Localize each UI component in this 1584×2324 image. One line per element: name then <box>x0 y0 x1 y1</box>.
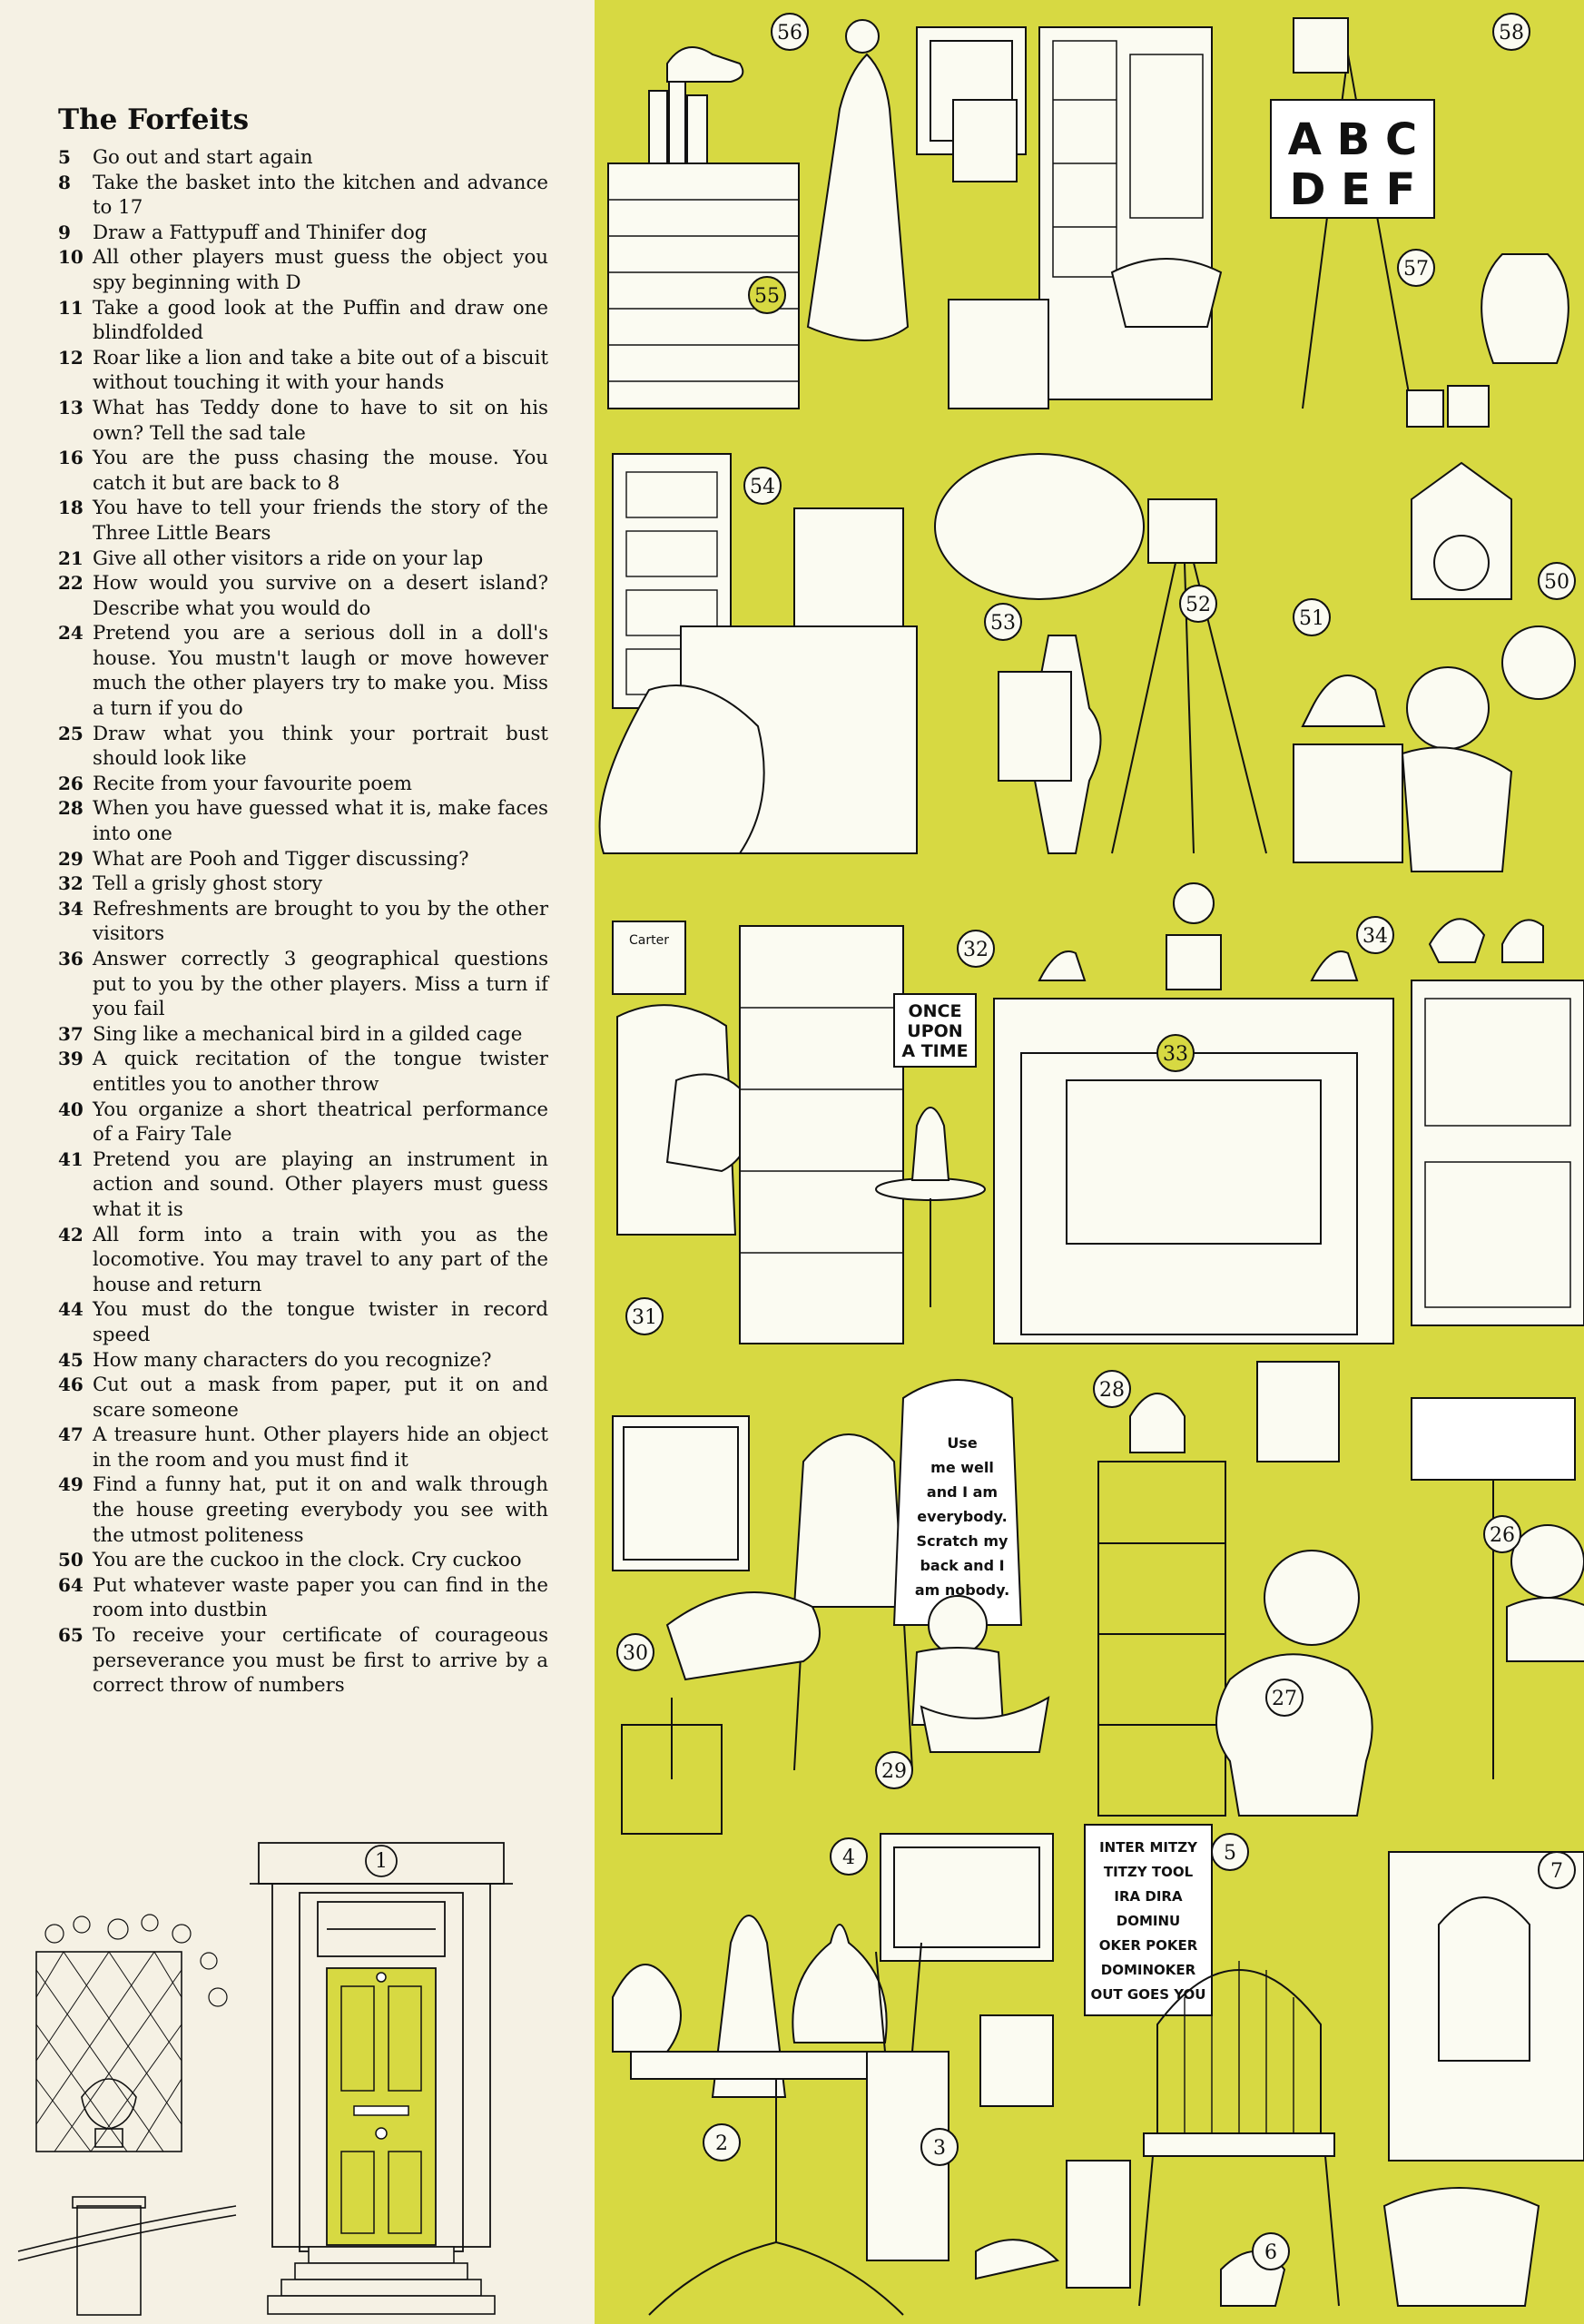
forfeit-item <box>58 245 548 295</box>
forfeit-number: 46 <box>58 1374 84 1396</box>
regency-lady-figure <box>808 54 908 340</box>
forfeit-text: Go out and start again <box>93 146 313 169</box>
alphabet-easel <box>1271 54 1434 409</box>
forfeit-number: 41 <box>58 1147 84 1170</box>
forfeit-number: 42 <box>58 1223 84 1246</box>
forfeit-text: How would you survive on a desert island? Describe what you would do <box>93 572 548 620</box>
story-sign-line3: A TIME <box>901 1041 969 1061</box>
forfeit-number: 50 <box>58 1549 84 1571</box>
forfeit-item <box>58 772 548 797</box>
forfeit-number: 18 <box>58 497 84 519</box>
square-number: 27 <box>1272 1688 1297 1710</box>
forfeit-item <box>58 1223 548 1298</box>
cat-picture-label: Carter <box>629 933 669 948</box>
forfeit-item <box>58 621 548 721</box>
forfeit-number: 25 <box>58 722 84 744</box>
forfeit-number: 8 <box>58 171 71 193</box>
forfeit-number: 12 <box>58 346 84 369</box>
square-6-marker <box>1253 2233 1289 2270</box>
forfeit-item <box>58 1022 548 1048</box>
forfeit-item <box>58 796 548 846</box>
forfeit-text: A treasure hunt. Other players hide an object in the room and you must find it <box>93 1423 548 1472</box>
forfeit-text: Draw what you think your portrait bust should look like <box>93 722 548 771</box>
forfeits-column <box>0 0 595 2324</box>
square-number: 3 <box>933 2137 946 2160</box>
forfeit-text: Find a funny hat, put it on and walk through the house greeting everybody you see with the utmost politeness <box>93 1473 548 1547</box>
square-number: 6 <box>1264 2241 1277 2264</box>
square-number: 55 <box>754 285 780 308</box>
pig-picture <box>953 100 1017 182</box>
square-56-marker <box>772 14 808 50</box>
square-34-marker <box>1357 917 1393 953</box>
square-53-marker <box>985 604 1021 640</box>
forfeit-item <box>58 1423 548 1472</box>
forfeit-item <box>58 947 548 1022</box>
forfeit-text: When you have guessed what it is, make faces into one <box>93 797 548 846</box>
forfeit-item <box>58 1573 548 1623</box>
forfeit-item <box>58 1548 548 1573</box>
sign-line: Scratch my <box>916 1532 1008 1550</box>
forfeit-item <box>58 346 548 396</box>
sign-line: TITZY TOOL <box>1103 1864 1194 1880</box>
story-sign-line1: ONCE <box>908 1001 962 1021</box>
square-3-marker <box>921 2129 958 2165</box>
forfeit-text: All other players must guess the object you spy beginning with D <box>93 246 548 294</box>
teddy-bear <box>929 1596 987 1654</box>
forfeit-number: 40 <box>58 1098 84 1120</box>
forfeit-list <box>58 145 548 1699</box>
forfeit-item <box>58 221 548 246</box>
forfeit-text: Cut out a mask from paper, put it on and scare someone <box>93 1374 548 1422</box>
forfeit-number: 65 <box>58 1624 84 1647</box>
small-portrait <box>980 2015 1053 2106</box>
open-book <box>1412 1398 1575 1480</box>
square-number: 57 <box>1403 258 1429 281</box>
forfeit-text: What has Teddy done to have to sit on his own? Tell the sad tale <box>93 396 548 445</box>
forfeit-number: 29 <box>58 847 84 870</box>
sign-line: everybody. <box>917 1508 1008 1525</box>
forfeit-text: To receive your certificate of courageous perseverance you must be first to arrive by a correct throw of numbers <box>93 1624 548 1698</box>
dog-figure <box>667 1074 751 1171</box>
forfeit-number: 32 <box>58 872 84 895</box>
square-51-marker <box>1294 599 1330 635</box>
forfeit-text: Pretend you are a serious doll in a doll's house. You mustn't laugh or move however much the other players try to make you. Miss a turn if you do <box>93 622 548 721</box>
sign-line: OKER POKER <box>1098 1937 1198 1954</box>
forfeit-item <box>58 897 548 947</box>
forfeit-text: What are Pooh and Tigger discussing? <box>93 847 469 871</box>
cat-picture <box>613 921 685 994</box>
forfeit-text: Refreshments are brought to you by the other visitors <box>93 897 548 946</box>
forfeit-item <box>58 171 548 221</box>
square-number: 51 <box>1299 607 1324 630</box>
square-number: 52 <box>1186 594 1211 616</box>
sign-line: IRA DIRA <box>1114 1888 1183 1905</box>
forfeit-text: Sing like a mechanical bird in a gilded cage <box>93 1022 523 1046</box>
forfeit-number: 44 <box>58 1298 84 1321</box>
decanter <box>792 1925 886 2043</box>
forfeit-item <box>58 722 548 772</box>
horseman-picture <box>613 1416 749 1571</box>
square-52-marker <box>1180 586 1216 622</box>
square-54-marker <box>744 468 781 504</box>
forfeit-text: How many characters do you recognize? <box>93 1348 492 1372</box>
forfeit-text: You organize a short theatrical performance of a Fairy Tale <box>93 1098 548 1147</box>
square-number: 7 <box>1550 1860 1563 1883</box>
square-number: 58 <box>1499 22 1524 44</box>
forfeit-text: You are the puss chasing the mouse. You catch it but are back to 8 <box>93 447 548 495</box>
forfeit-number: 11 <box>58 296 84 319</box>
sign-line: Use <box>947 1434 978 1452</box>
square-number: 50 <box>1544 571 1569 594</box>
forfeit-number: 10 <box>58 246 84 269</box>
square-5-marker <box>1212 1834 1248 1870</box>
forfeit-item <box>58 1297 548 1347</box>
alphabet-sign-line1: A B C <box>1287 114 1418 165</box>
forfeit-item <box>58 145 548 171</box>
sign-line: and I am <box>926 1483 999 1501</box>
forfeit-text: Put whatever waste paper you can find in the room into dustbin <box>93 1573 548 1622</box>
square-2-marker <box>703 2124 740 2161</box>
doll <box>1407 667 1489 749</box>
portrait-bust <box>1511 1525 1584 1598</box>
forfeit-number: 28 <box>58 797 84 820</box>
forfeit-number: 37 <box>58 1022 84 1045</box>
forfeit-text: Pretend you are playing an instrument in action and sound. Other players must guess what it is <box>93 1147 548 1221</box>
sign-line: DOMINOKER <box>1100 1962 1196 1978</box>
forfeit-item <box>58 571 548 621</box>
square-26-marker <box>1484 1516 1520 1552</box>
square-number: 54 <box>750 476 775 498</box>
square-number: 53 <box>990 612 1016 635</box>
forfeit-item <box>58 296 548 346</box>
square-27-marker <box>1266 1679 1303 1716</box>
forfeit-number: 5 <box>58 146 71 168</box>
forfeit-text: Give all other visitors a ride on your lap <box>93 547 484 570</box>
forfeit-item <box>58 1098 548 1147</box>
forfeit-item <box>58 1147 548 1223</box>
forfeit-item <box>58 872 548 897</box>
forfeit-number: 16 <box>58 447 84 469</box>
basket <box>1112 259 1221 327</box>
silhouette-frame <box>1257 1362 1339 1462</box>
story-sign-line2: UPON <box>907 1021 963 1041</box>
square-1-number: 1 <box>375 1850 388 1873</box>
square-number: 34 <box>1363 925 1388 948</box>
forfeit-text: A quick recitation of the tongue twister entitles you to another throw <box>93 1048 548 1096</box>
forfeit-item <box>58 1047 548 1097</box>
book-pile <box>1067 2161 1130 2288</box>
mantel-clock <box>1294 744 1402 862</box>
forfeit-text: You have to tell your friends the story of the Three Little Bears <box>93 497 548 545</box>
camera <box>1148 499 1216 563</box>
bookcase-row1 <box>1039 27 1212 399</box>
front-door-illustration <box>0 1825 595 2324</box>
forfeit-item <box>58 1623 548 1699</box>
square-28-marker <box>1094 1371 1130 1407</box>
square-4-marker <box>831 1838 867 1875</box>
forfeit-number: 34 <box>58 897 84 920</box>
forfeit-item <box>58 847 548 872</box>
lion-figure <box>600 685 764 853</box>
square-number: 32 <box>963 939 989 961</box>
sign-line: INTER MITZY <box>1099 1839 1197 1856</box>
forfeit-item <box>58 1373 548 1423</box>
square-number: 29 <box>881 1760 907 1783</box>
sign-line: back and I <box>920 1557 1005 1574</box>
forfeit-text: Draw a Fattypuff and Thinifer dog <box>93 221 428 244</box>
sign-line: am nobody. <box>914 1581 1010 1599</box>
sign-line: OUT GOES YOU <box>1090 1986 1206 2003</box>
forfeit-text: You are the cuckoo in the clock. Cry cuckoo <box>93 1549 522 1572</box>
forfeit-number: 26 <box>58 772 84 794</box>
forfeit-item <box>58 1348 548 1374</box>
forfeit-number: 39 <box>58 1048 84 1070</box>
square-7-marker <box>1539 1852 1575 1888</box>
illustration-drawing <box>595 0 1584 2324</box>
house-illustration-panel <box>595 0 1584 2324</box>
oval-painting <box>935 454 1144 599</box>
square-number: 5 <box>1224 1842 1236 1865</box>
square-number: 30 <box>623 1642 648 1665</box>
sign-line: me well <box>930 1459 994 1476</box>
forfeit-number: 47 <box>58 1423 84 1446</box>
square-number: 56 <box>777 22 802 44</box>
forfeit-number: 13 <box>58 396 84 419</box>
forfeit-text: Answer correctly 3 geographical questions put to you by the other players. Miss a turn if you fail <box>93 948 548 1021</box>
square-29-marker <box>876 1752 912 1788</box>
square-number: 2 <box>715 2132 728 2155</box>
forfeit-item <box>58 446 548 496</box>
forfeit-item <box>58 1472 548 1548</box>
display-cabinet <box>1412 980 1584 1325</box>
square-number: 4 <box>842 1846 855 1869</box>
square-number: 33 <box>1163 1043 1188 1066</box>
square-31-marker <box>626 1298 663 1334</box>
picnic-hamper <box>1384 2188 1539 2306</box>
forfeit-text: Roar like a lion and take a bite out of a biscuit without touching it with your hands <box>93 346 548 395</box>
square-number: 28 <box>1099 1379 1125 1402</box>
square-55-marker <box>749 277 785 313</box>
forfeit-number: 36 <box>58 948 84 970</box>
page-title: The Forfeits <box>58 103 250 136</box>
alphabet-sign-line2: D E F <box>1289 164 1416 215</box>
forfeit-text: Recite from your favourite poem <box>93 772 413 795</box>
forfeit-number: 9 <box>58 221 71 243</box>
square-number: 26 <box>1490 1524 1515 1547</box>
square-30-marker <box>617 1634 654 1670</box>
forfeit-number: 24 <box>58 622 84 645</box>
bird-painting <box>881 1834 1053 1961</box>
forfeit-number: 64 <box>58 1573 84 1596</box>
square-58-marker <box>1493 14 1530 50</box>
square-32-marker <box>958 931 994 967</box>
tiger-figure <box>667 1592 820 1679</box>
square-number: 31 <box>632 1306 657 1329</box>
forfeit-text: Take the basket into the kitchen and advance to 17 <box>93 171 548 220</box>
forfeit-number: 45 <box>58 1348 84 1371</box>
forfeit-number: 21 <box>58 547 84 569</box>
forfeit-item <box>58 396 548 446</box>
bookcase-row3 <box>740 926 903 1344</box>
forfeit-text: Tell a grisly ghost story <box>93 872 323 896</box>
sign-line: DOMINU <box>1116 1913 1181 1929</box>
forfeit-number: 22 <box>58 572 84 595</box>
square-57-marker <box>1398 250 1434 286</box>
forfeit-text: You must do the tongue twister in record speed <box>93 1298 548 1346</box>
etagere <box>1098 1462 1225 1816</box>
carved-chair <box>794 1434 903 1607</box>
elephant-clock <box>1216 1654 1372 1816</box>
forfeit-item <box>58 547 548 572</box>
forfeit-item <box>58 496 548 546</box>
square-50-marker <box>1539 563 1575 599</box>
square-33-marker <box>1157 1035 1194 1071</box>
forfeit-text: All form into a train with you as the locomotive. You may travel to any part of the house and return <box>93 1223 548 1296</box>
cockerel-figure <box>613 1965 681 2052</box>
forfeit-text: Take a good look at the Puffin and draw one blindfolded <box>93 296 548 345</box>
forfeit-number: 49 <box>58 1473 84 1496</box>
